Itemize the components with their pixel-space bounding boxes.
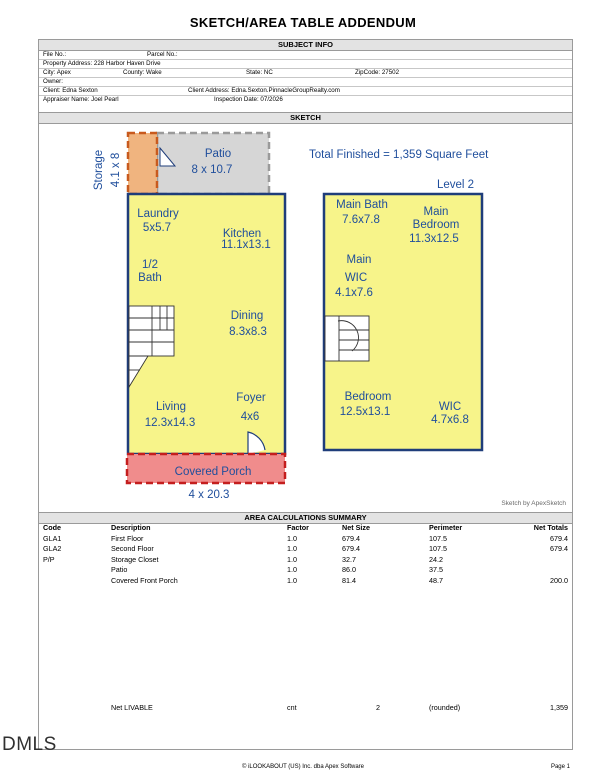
net-livable-label: Net LIVABLE [111,703,153,712]
file-no: File No.: [43,51,67,58]
row-net-total: 679.4 [550,533,568,543]
laundry-label: Laundry [137,208,179,220]
appraiser-name: Appraiser Name: Joel Pearl [43,96,119,103]
storage-dim: 4.1 x 8 [110,152,122,188]
foyer-label: Foyer [236,392,266,404]
row-description: First Floor [111,533,144,543]
row-factor: 1.0 [287,544,297,553]
laundry-dim: 5x5.7 [142,222,172,234]
col-net-totals: Net Totals [533,523,568,532]
net-livable-cnt: 2 [376,703,380,712]
row-code: P/P [43,554,55,564]
inspection-date: Inspection Date: 07/2026 [214,96,283,103]
row-code: GLA1 [43,533,62,543]
patio-label: Patio [204,148,232,160]
sketch-credit: Sketch by ApexSketch [501,500,566,507]
row-description: Covered Front Porch [111,575,178,585]
foyer-dim: 4x6 [240,411,260,423]
main-wic-label-2: WIC [344,272,368,284]
wic-label: WIC [438,401,462,413]
net-livable-rounded: (rounded) [429,703,461,712]
county: County: Wake [123,69,162,76]
main-wic-label-1: Main [346,254,372,266]
covered-porch-dim: 4 x 20.3 [188,489,230,501]
row-net-total: 679.4 [550,544,568,553]
col-net-size: Net Size [342,523,370,532]
net-livable-total: 1,359 [550,703,568,712]
col-factor: Factor [287,523,309,532]
row-description: Storage Closet [111,554,159,564]
row-description: Patio [111,565,128,574]
patio-dim: 8 x 10.7 [191,164,233,176]
stairs-second-floor [325,316,369,361]
col-perimeter: Perimeter [429,523,463,532]
row-perimeter: 107.5 [429,533,447,543]
row-perimeter: 37.5 [429,565,443,574]
living-label: Living [155,401,187,413]
row-perimeter: 107.5 [429,544,447,553]
table-row [39,555,572,566]
table-row [39,565,572,576]
table-row [39,576,572,587]
row-description: Second Floor [111,544,154,553]
main-bedroom-label-1: Main [423,206,449,218]
row-factor: 1.0 [287,565,297,574]
row-factor: 1.0 [287,554,297,564]
row-net-size: 679.4 [342,533,360,543]
sketch-header: SKETCH [39,112,572,124]
row-net-total: 200.0 [550,575,568,585]
area-calculations-header: AREA CALCULATIONS SUMMARY [39,512,572,524]
table-row [39,544,572,555]
mls-watermark: DMLS [2,734,57,755]
client-address: Client Address: Edna.Sexton.PinnacleGroupRealty.com [188,87,340,94]
storage-label: Storage [93,149,105,191]
covered-porch-label: Covered Porch [174,466,252,478]
page-title: SKETCH/AREA TABLE ADDENDUM [189,15,417,30]
bedroom-dim: 12.5x13.1 [339,406,391,418]
page-number: Page 1 [550,764,570,770]
parcel-no: Parcel No.: [147,51,178,58]
col-code: Code [43,523,61,532]
row-factor: 1.0 [287,575,297,585]
owner: Owner: [43,78,63,85]
client: Client: Edna Sexton [43,87,98,94]
city: City: Apex [43,69,71,76]
half-bath-label-2: Bath [138,272,162,284]
main-wic-dim: 4.1x7.6 [335,287,373,299]
row-net-size: 86.0 [342,565,356,574]
area-table-header-row [39,523,572,534]
bedroom-label: Bedroom [344,391,392,403]
total-finished: Total Finished = 1,359 Square Feet [309,149,489,161]
net-livable-row [39,703,572,715]
row-net-size: 32.7 [342,554,356,564]
living-dim: 12.3x14.3 [144,417,196,429]
main-bath-label: Main Bath [336,199,388,211]
property-address: Property Address: 228 Harbor Haven Drive [43,60,161,67]
state: State: NC [246,69,273,76]
main-bedroom-label-2: Bedroom [412,219,460,231]
wic-dim: 4.7x6.8 [431,414,469,426]
col-description: Description [111,523,151,532]
main-bedroom-dim: 11.3x12.5 [409,233,459,245]
row-net-size: 81.4 [342,575,356,585]
row-factor: 1.0 [287,533,297,543]
row-perimeter: 24.2 [429,554,443,564]
main-bath-dim: 7.6x7.8 [342,214,380,226]
table-row [39,534,572,545]
subject-info-header: SUBJECT INFO [39,39,572,51]
row-code: GLA2 [43,544,62,553]
row-perimeter: 48.7 [429,575,443,585]
dining-label: Dining [230,310,264,322]
zip-code: ZipCode: 27502 [355,69,400,76]
kitchen-dim: 11.1x13.1 [221,239,271,251]
level-2-label: Level 2 [437,179,475,191]
vendor-footer: © iLOOKABOUT (US) Inc. dba Apex Software [241,764,365,770]
area-table [39,523,572,586]
kitchen-label: Kitchen [222,228,262,240]
net-livable-cnt-label: cnt [287,703,297,712]
storage-area [128,133,157,194]
half-bath-label-1: 1/2 [142,259,158,271]
row-net-size: 679.4 [342,544,360,553]
dining-dim: 8.3x8.3 [229,326,267,338]
